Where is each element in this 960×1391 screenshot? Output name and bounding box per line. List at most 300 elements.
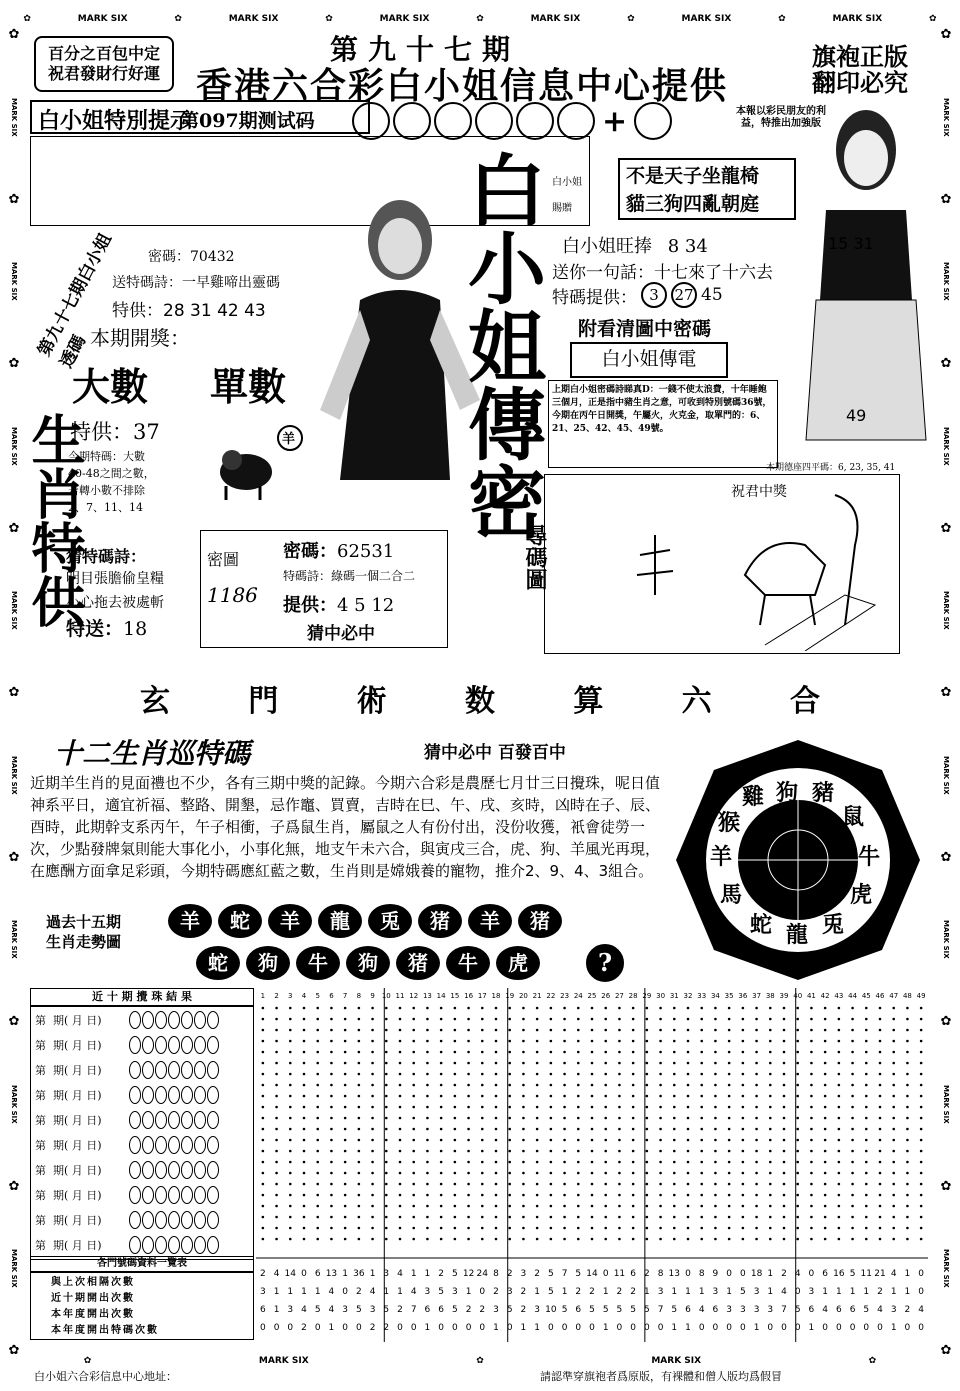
- grid-column-number: 33: [697, 992, 707, 1000]
- grid-dot: [303, 1238, 306, 1241]
- grid-dot: [796, 1227, 799, 1230]
- grid-dot: [714, 1073, 717, 1076]
- grid-dot: [330, 1216, 333, 1219]
- grid-dot: [687, 1161, 690, 1164]
- grid-stat-value: 3: [520, 1269, 527, 1279]
- grid-dot: [316, 1007, 319, 1010]
- grid-dot: [508, 1139, 511, 1142]
- grid-dot: [385, 1139, 388, 1142]
- grid-stat-value: 2: [397, 1305, 403, 1315]
- empty-ball-oval: [129, 1161, 141, 1179]
- grid-dot: [755, 1062, 758, 1065]
- grid-dot: [769, 1139, 772, 1142]
- grid-dot: [851, 1205, 854, 1208]
- grid-dot: [440, 1007, 443, 1010]
- zodiac-chip: 羊: [268, 904, 312, 938]
- grid-stat-value: 5: [616, 1305, 623, 1315]
- grid-dot: [742, 1084, 745, 1087]
- grid-dot: [700, 1106, 703, 1109]
- small-bottom-note: 本期德座四平碼：6, 23, 35, 41: [766, 463, 896, 473]
- grid-stat-value: 1: [561, 1287, 568, 1297]
- grid-dot: [440, 1073, 443, 1076]
- grid-dot: [330, 1194, 333, 1197]
- grid-stat-value: 0: [589, 1323, 595, 1333]
- grid-dot: [659, 1139, 662, 1142]
- grid-dot: [632, 1205, 635, 1208]
- grid-dot: [563, 1172, 566, 1175]
- grid-dot: [742, 1007, 745, 1010]
- grid-dot: [604, 1084, 607, 1087]
- grid-dot: [289, 1007, 292, 1010]
- wheel-animal: 鼠: [842, 804, 865, 830]
- grid-dot: [618, 1183, 621, 1186]
- grid-dot: [563, 1139, 566, 1142]
- grid-stat-value: 5: [643, 1305, 650, 1315]
- empty-ball-oval: [181, 1061, 193, 1079]
- grid-dot: [906, 1139, 909, 1142]
- grid-dot: [426, 1117, 429, 1120]
- grid-dot: [879, 1062, 882, 1065]
- grid-dot: [824, 1183, 827, 1186]
- grid-dot: [330, 1106, 333, 1109]
- grid-dot: [275, 1084, 278, 1087]
- grid-dot: [632, 1150, 635, 1153]
- grid-dot: [550, 1128, 553, 1131]
- grid-dot: [851, 1150, 854, 1153]
- grid-dot: [906, 1040, 909, 1043]
- grid-dot: [303, 1128, 306, 1131]
- zodiac-row-1: [168, 904, 562, 938]
- grid-dot: [563, 1040, 566, 1043]
- history-row-label: 第 期( 月 日): [35, 1163, 102, 1177]
- grid-dot: [920, 1161, 923, 1164]
- grid-dot: [522, 1183, 525, 1186]
- grid-dot: [728, 1106, 731, 1109]
- grid-dot: [824, 1216, 827, 1219]
- grid-dot: [673, 1161, 676, 1164]
- history-row: [31, 1032, 253, 1057]
- grid-dot: [385, 1084, 388, 1087]
- grid-dot: [673, 1084, 676, 1087]
- grid-dot: [783, 1183, 786, 1186]
- grid-dot: [495, 1172, 498, 1175]
- grid-dot: [262, 1183, 265, 1186]
- grid-dot: [810, 1238, 813, 1241]
- empty-ball-oval: [194, 1061, 206, 1079]
- wheel-animal: 雞: [742, 784, 765, 810]
- grid-dot: [344, 1150, 347, 1153]
- grid-dot: [604, 1139, 607, 1142]
- grid-stat-value: 1: [835, 1287, 842, 1297]
- mark-six-vertical: MARK SIX: [10, 262, 18, 302]
- grid-dot: [536, 1139, 539, 1142]
- grid-dot: [728, 1139, 731, 1142]
- grid-dot: [426, 1073, 429, 1076]
- grid-stat-value: 1: [301, 1287, 307, 1297]
- grid-stat-value: 5: [794, 1305, 801, 1315]
- grid-dot: [412, 1216, 415, 1219]
- empty-ball-oval: [155, 1136, 167, 1154]
- grid-dot: [714, 1150, 717, 1153]
- empty-ball-oval: [181, 1036, 193, 1054]
- grid-dot: [646, 1007, 649, 1010]
- grid-dot: [851, 1161, 854, 1164]
- grid-dot: [412, 1084, 415, 1087]
- grid-dot: [399, 1205, 402, 1208]
- grid-dot: [467, 1128, 470, 1131]
- grid-dot: [454, 1007, 457, 1010]
- grid-dot: [577, 1161, 580, 1164]
- zodiac-chip: 猪: [418, 904, 462, 938]
- grid-dot: [646, 1161, 649, 1164]
- grid-dot: [783, 1150, 786, 1153]
- grid-dot: [412, 1238, 415, 1241]
- grid-dot: [289, 1040, 292, 1043]
- grid-dot: [522, 1150, 525, 1153]
- grid-dot: [316, 1139, 319, 1142]
- grid-dot: [495, 1040, 498, 1043]
- grid-dot: [810, 1172, 813, 1175]
- grid-dot: [303, 1139, 306, 1142]
- grid-dot: [632, 1018, 635, 1021]
- grid-stat-value: 1: [424, 1323, 431, 1333]
- grid-stat-value: 5: [849, 1269, 856, 1279]
- grid-dot: [481, 1161, 484, 1164]
- grid-dot: [536, 1128, 539, 1131]
- grid-stat-value: 0: [726, 1323, 733, 1333]
- empty-ball-oval: [129, 1061, 141, 1079]
- grid-dot: [522, 1051, 525, 1054]
- grid-dot: [920, 1029, 923, 1032]
- grid-dot: [481, 1205, 484, 1208]
- grid-dot: [742, 1051, 745, 1054]
- grid-dot: [838, 1161, 841, 1164]
- grid-dot: [399, 1161, 402, 1164]
- grid-dot: [783, 1205, 786, 1208]
- grid-dot: [646, 1106, 649, 1109]
- grid-dot: [591, 1172, 594, 1175]
- grid-dot: [440, 1161, 443, 1164]
- grid-dot: [275, 1216, 278, 1219]
- grid-dot: [454, 1117, 457, 1120]
- empty-ball-oval: [168, 1036, 180, 1054]
- empty-ball-oval: [142, 1186, 154, 1204]
- history-row-label: 第 期( 月 日): [35, 1138, 102, 1152]
- number-dot-grid: [256, 988, 928, 1342]
- wang-label: 白小姐旺捧: [562, 236, 652, 257]
- grid-dot: [906, 1227, 909, 1230]
- grid-dot: [618, 1084, 621, 1087]
- grid-dot: [577, 1117, 580, 1120]
- grid-dot: [618, 1051, 621, 1054]
- grid-dot: [755, 1029, 758, 1032]
- grid-dot: [673, 1139, 676, 1142]
- grid-dot: [577, 1227, 580, 1230]
- grid-column-number: 43: [834, 992, 844, 1000]
- grid-dot: [275, 1062, 278, 1065]
- grid-dot: [262, 1106, 265, 1109]
- grid-dot: [289, 1128, 292, 1131]
- grid-stat-value: 1: [273, 1305, 280, 1315]
- grid-dot: [371, 1073, 374, 1076]
- grid-dot: [646, 1183, 649, 1186]
- big-label: 大數: [72, 364, 149, 409]
- grid-dot: [742, 1161, 745, 1164]
- grid-dot: [714, 1029, 717, 1032]
- grid-dot: [577, 1150, 580, 1153]
- grid-dot: [522, 1040, 525, 1043]
- grid-dot: [742, 1139, 745, 1142]
- grid-dot: [700, 1216, 703, 1219]
- empty-ball-oval: [155, 1086, 167, 1104]
- grid-dot: [385, 1095, 388, 1098]
- grid-dot: [810, 1029, 813, 1032]
- grid-stat-value: 2: [589, 1287, 595, 1297]
- grid-dot: [262, 1150, 265, 1153]
- grid-dot: [700, 1183, 703, 1186]
- stats-row-label: 本年度開出特碼次數: [51, 1325, 159, 1336]
- grid-dot: [687, 1073, 690, 1076]
- grid-dot: [563, 1029, 566, 1032]
- grid-dot: [330, 1183, 333, 1186]
- grid-dot: [330, 1172, 333, 1175]
- empty-ball-oval: [181, 1111, 193, 1129]
- grid-stat-value: 6: [849, 1305, 856, 1315]
- secret-code-box: [200, 530, 448, 648]
- title-char: 六: [681, 684, 712, 719]
- grid-dot: [275, 1007, 278, 1010]
- grid-stat-value: 2: [520, 1305, 527, 1315]
- grid-dot: [316, 1117, 319, 1120]
- mark-six-label: MARK SIX: [832, 14, 883, 24]
- grid-dot: [838, 1106, 841, 1109]
- grid-stat-value: 1: [602, 1287, 609, 1297]
- grid-dot: [467, 1238, 470, 1241]
- grid-dot: [358, 1183, 361, 1186]
- grid-stat-value: 2: [383, 1323, 390, 1333]
- grid-dot: [344, 1073, 347, 1076]
- grid-dot: [769, 1194, 772, 1197]
- grid-column-number: 21: [532, 992, 542, 1000]
- grid-dot: [646, 1150, 649, 1153]
- grid-stat-value: 1: [685, 1287, 691, 1297]
- grid-dot: [358, 1084, 361, 1087]
- empty-ball-oval: [155, 1161, 167, 1179]
- grid-dot: [796, 1062, 799, 1065]
- wheel-animal: 馬: [720, 882, 743, 908]
- grid-dot: [591, 1194, 594, 1197]
- grid-dot: [385, 1073, 388, 1076]
- grid-dot: [481, 1051, 484, 1054]
- grid-dot: [563, 1062, 566, 1065]
- grid-dot: [728, 1161, 731, 1164]
- grid-dot: [289, 1073, 292, 1076]
- mark-six-label: MARK SIX: [651, 1356, 702, 1366]
- grid-dot: [412, 1128, 415, 1131]
- grid-dot: [783, 1194, 786, 1197]
- grid-column-number: 49: [916, 992, 926, 1000]
- grid-stat-value: 2: [616, 1287, 623, 1297]
- grid-stat-value: 5: [547, 1269, 554, 1279]
- grid-dot: [262, 1194, 265, 1197]
- grid-dot: [358, 1216, 361, 1219]
- deer-drawing-icon: [545, 475, 897, 651]
- grid-dot: [275, 1183, 278, 1186]
- mark-six-label: MARK SIX: [379, 14, 430, 24]
- grid-dot: [522, 1095, 525, 1098]
- grid-dot: [728, 1205, 731, 1208]
- grid-dot: [550, 1216, 553, 1219]
- grid-stat-value: 5: [451, 1269, 458, 1279]
- empty-ball-oval: [207, 1111, 219, 1129]
- grid-dot: [728, 1183, 731, 1186]
- grid-stat-value: 3: [753, 1305, 760, 1315]
- gift-from: [552, 170, 582, 222]
- grid-dot: [550, 1183, 553, 1186]
- grid-dot: [358, 1007, 361, 1010]
- flower-icon: ✿: [940, 849, 952, 865]
- grid-dot: [385, 1227, 388, 1230]
- right-special-label: 特碼提供：: [552, 287, 637, 308]
- grid-column-number: 24: [573, 992, 583, 1000]
- grid-dot: [275, 1106, 278, 1109]
- grid-stat-value: 5: [355, 1305, 362, 1315]
- grid-dot: [769, 1128, 772, 1131]
- grid-dot: [426, 1194, 429, 1197]
- wheel-animal: 龍: [786, 922, 809, 948]
- grid-dot: [399, 1051, 402, 1054]
- grid-dot: [920, 1106, 923, 1109]
- grid-dot: [892, 1139, 895, 1142]
- zodiac-chip: 狗: [346, 946, 390, 980]
- grid-dot: [591, 1095, 594, 1098]
- grid-dot: [687, 1095, 690, 1098]
- grid-dot: [604, 1051, 607, 1054]
- grid-dot: [618, 1161, 621, 1164]
- grid-dot: [412, 1073, 415, 1076]
- grid-dot: [399, 1106, 402, 1109]
- grid-dot: [700, 1139, 703, 1142]
- flower-icon: ✿: [868, 1356, 877, 1366]
- empty-ball-oval: [129, 1211, 141, 1229]
- zodiac-chip: 虎: [496, 946, 540, 980]
- grid-dot: [330, 1161, 333, 1164]
- grid-dot: [316, 1084, 319, 1087]
- grid-dot: [728, 1150, 731, 1153]
- grid-dot: [865, 1062, 868, 1065]
- past-15-label: [46, 912, 121, 952]
- grid-column-number: 32: [683, 992, 693, 1000]
- grid-dot: [426, 1172, 429, 1175]
- grid-dot: [728, 1216, 731, 1219]
- grid-stat-value: 6: [575, 1305, 582, 1315]
- flower-icon: ✿: [8, 1343, 20, 1358]
- zodiac-chip: 猪: [518, 904, 562, 938]
- grid-stat-value: 0: [918, 1269, 925, 1279]
- grid-dot: [646, 1084, 649, 1087]
- code-box-footer: 猜中必中: [307, 624, 375, 644]
- grid-dot: [344, 1084, 347, 1087]
- grid-dot: [454, 1051, 457, 1054]
- empty-ball-oval: [194, 1161, 206, 1179]
- grid-dot: [810, 1194, 813, 1197]
- grid-dot: [879, 1106, 882, 1109]
- grid-dot: [687, 1007, 690, 1010]
- grid-dot: [275, 1040, 278, 1043]
- gift-from-1: 白小姐: [552, 177, 582, 188]
- grid-dot: [289, 1117, 292, 1120]
- grid-dot: [577, 1194, 580, 1197]
- grid-stat-value: 0: [739, 1269, 746, 1279]
- flower-icon: ✿: [940, 191, 952, 207]
- grid-dot: [275, 1073, 278, 1076]
- grid-dot: [728, 1018, 731, 1021]
- zodiac-chip: 牛: [296, 946, 340, 980]
- grid-stat-value: 0: [822, 1323, 829, 1333]
- mark-six-vertical: MARK SIX: [942, 1084, 950, 1124]
- grid-column-number: 47: [889, 992, 899, 1000]
- grid-dot: [714, 1205, 717, 1208]
- grid-dot: [796, 1117, 799, 1120]
- grid-stat-value: 3: [424, 1287, 431, 1297]
- grid-dot: [454, 1216, 457, 1219]
- grid-dot: [618, 1029, 621, 1032]
- sheep-badge: 羊: [282, 432, 296, 447]
- grid-dot: [659, 1095, 662, 1098]
- grid-dot: [316, 1161, 319, 1164]
- empty-ball-oval: [129, 1111, 141, 1129]
- grid-dot: [714, 1040, 717, 1043]
- grid-dot: [316, 1018, 319, 1021]
- grid-stat-value: 11: [860, 1269, 873, 1279]
- grid-column-number: 44: [848, 992, 858, 1000]
- grid-dot: [536, 1183, 539, 1186]
- grid-dot: [399, 1007, 402, 1010]
- grid-dot: [796, 1183, 799, 1186]
- grid-dot: [385, 1205, 388, 1208]
- phone-box: 白小姐傳電: [570, 342, 728, 378]
- grid-stat-value: 5: [575, 1269, 582, 1279]
- grid-dot: [371, 1029, 374, 1032]
- grid-dot: [591, 1238, 594, 1241]
- grid-dot: [508, 1227, 511, 1230]
- grid-dot: [550, 1238, 553, 1241]
- grid-stat-value: 0: [259, 1323, 266, 1333]
- grid-dot: [824, 1018, 827, 1021]
- grid-dot: [495, 1051, 498, 1054]
- grid-dot: [344, 1062, 347, 1065]
- wheel-animal: 羊: [710, 844, 733, 870]
- grid-dot: [481, 1073, 484, 1076]
- grid-stat-value: 3: [506, 1287, 513, 1297]
- grid-dot: [275, 1172, 278, 1175]
- grid-dot: [796, 1106, 799, 1109]
- grid-dot: [440, 1128, 443, 1131]
- grid-dot: [783, 1161, 786, 1164]
- grid-dot: [399, 1216, 402, 1219]
- grid-dot: [426, 1018, 429, 1021]
- flower-icon: ✿: [8, 1014, 20, 1029]
- grid-dot: [522, 1216, 525, 1219]
- grid-dot: [495, 1117, 498, 1120]
- grid-column-number: 15: [450, 992, 460, 1000]
- send-line: [66, 614, 147, 641]
- grid-dot: [508, 1183, 511, 1186]
- grid-dot: [700, 1161, 703, 1164]
- grid-dot: [865, 1227, 868, 1230]
- grid-dot: [604, 1205, 607, 1208]
- grid-dot: [700, 1150, 703, 1153]
